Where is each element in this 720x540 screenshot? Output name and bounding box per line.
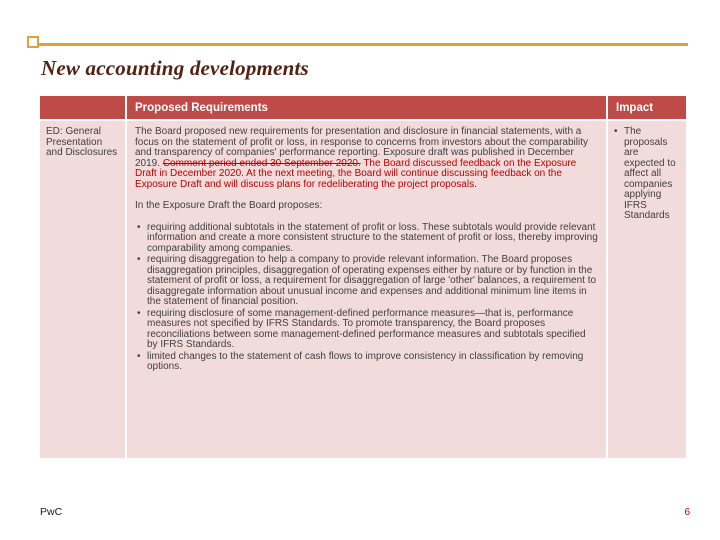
footer-logo: PwC [40,506,63,518]
proposal-bullet-item: • requiring disclosure of some management-defined performance measures—that is, performance measures not specified by IFRS Standards. To promote transparency, the Board proposes reconciliations between some management-defined performance measures and subtotals specified by IFRS Standards. [135,309,598,351]
requirements-table [40,96,686,458]
header-cell-proposed-requirements: Proposed Requirements [127,96,606,119]
paragraph-red-text: The Board discussed feedback on the Exposure Draft in December 2020. At the next meeting, the Board will continue discussing feedback on the Exposure Draft and will discuss plans for redeliberating the project proposals. [135,157,577,190]
corner-square-decoration [27,36,39,48]
accent-line [33,43,688,46]
page-number: 6 [684,507,690,518]
row-label-cell [40,121,125,458]
paragraph-strikethrough-text: Comment period ended 30 September 2020. [162,157,361,169]
impact-cell [608,121,686,458]
proposal-bullet-item: • requiring disaggregation to help a company to provide relevant information. The Board proposes disaggregation principles, disaggregation of operating expenses either by nature or by function in the statement of profit or loss, a requirement for disaggregation of large 'other' balances, a requirement to disaggregate information about unusual income and expenses and additional minimum line items in the statement of financial position. [135,255,598,308]
impact-bullet-item [624,127,680,222]
paragraph-normal-text: The Board proposed new requirements for presentation and disclosure in financial statements, with a focus on the statement of profit or loss, in response to concerns from investors about the comparability and transparency of companies' performance reporting. Exposure draft was published in December 2019. [135,126,589,169]
proposed-requirements-cell [127,121,606,458]
proposal-bullet-item: • requiring additional subtotals in the statement of profit or loss. These subtotals would provide relevant information and create a more consistent structure to the statement of profit or loss, thereby improving comparability among companies. [135,223,598,255]
proposes-intro: In the Exposure Draft the Board proposes: [135,200,323,211]
header-cell-impact: Impact [608,96,686,119]
impact-bullet-text: • The proposals are expected to affect all companies applying IFRS Standards [624,126,676,221]
proposal-bullet-list [135,223,598,373]
slide-title: New accounting developments [41,56,309,80]
proposal-bullet-item: • limited changes to the statement of cash flows to improve consistency in classification by removing options. [135,352,598,373]
row-label: ED: General Presentation and Disclosures [46,126,118,158]
summary-paragraph [135,127,598,190]
header-cell-empty [40,96,125,119]
